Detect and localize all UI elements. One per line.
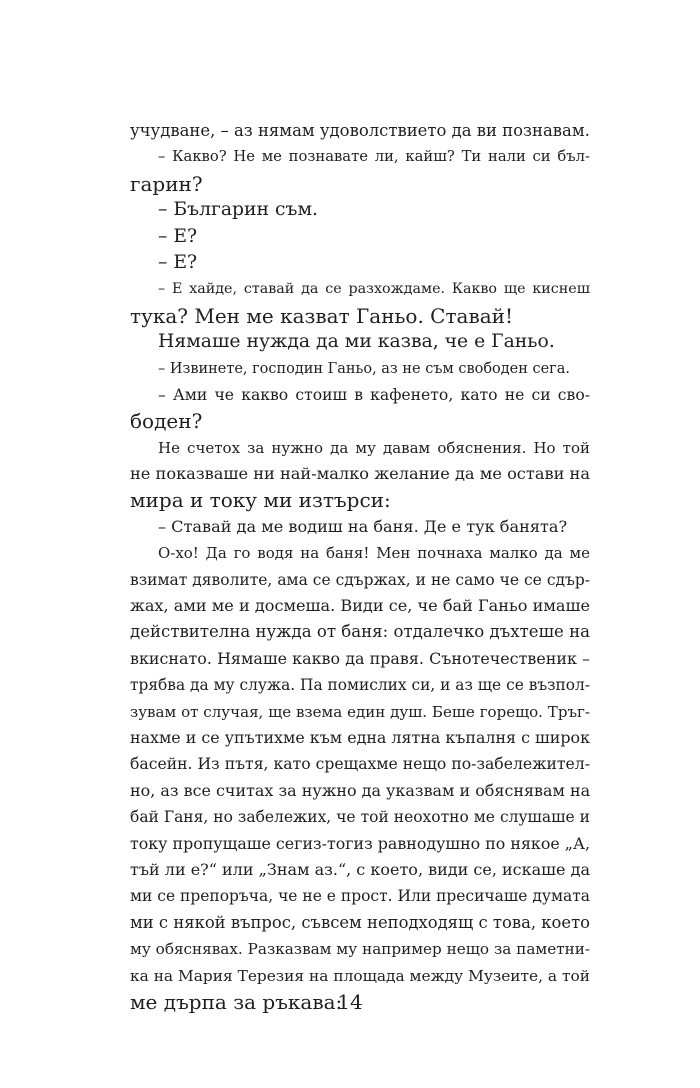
- text-line: току пропущаше сегиз-тогиз равнодушно по някое „А,: [130, 833, 590, 853]
- text-line: ме дърпа за ръкава:: [130, 989, 343, 1014]
- text-line: – Е хайде, ставай да се разхождаме. Какво ще киснеш: [158, 281, 590, 298]
- text-line: Нямаше нужда да ми казва, че е Ганьо.: [158, 331, 555, 353]
- text-line: Не счетох за нужно да му давам обяснения. Но той: [158, 438, 590, 457]
- text-line: учудване, – аз нямам удоволствието да ви познавам.: [130, 121, 590, 140]
- text-line: – Какво? Не ме познавате ли, кайш? Ти нали си бъл-: [158, 148, 590, 166]
- text-line: гарин?: [130, 171, 203, 196]
- text-line: взимат дяволите, ама се сдържах, и не само че се сдър-: [130, 570, 590, 589]
- text-line: басейн. Из пътя, като срещахме нещо по-забележител-: [130, 754, 590, 774]
- text-line: тъй ли е?“ или „Знам аз.“, с което, види се, искаше да: [130, 859, 590, 879]
- text-line: мира и току ми изтърси:: [130, 488, 391, 513]
- text-line: – Ставай да ме водиш на баня. Де е тук банята?: [158, 516, 568, 536]
- text-line: – Е?: [158, 251, 198, 273]
- text-line: му обяснявах. Разказвам му например нещо за паметни-: [130, 940, 590, 959]
- text-line: О-хо! Да го водя на баня! Мен почнаха малко да ме: [158, 544, 590, 563]
- text-line: – Българин съм.: [158, 199, 319, 221]
- text-line: не показваше ни най-малко желание да ме остави на: [130, 464, 590, 484]
- text-line: вкиснато. Нямаше какво да правя. Сънотечественик –: [130, 648, 590, 668]
- text-line: ми се препоръча, че не е прост. Или пресичаше думата: [130, 887, 590, 906]
- text-line: трябва да му служа. Па помислих си, и аз ще се възпол-: [130, 676, 590, 695]
- text-line: – Извинете, господин Ганьо, аз не съм свободен сега.: [158, 360, 570, 377]
- text-line: но, аз все считах за нужно да указвам и обяснявам на: [130, 780, 591, 800]
- text-line: действителна нужда от баня: отдалечко дъхтеше на: [130, 622, 590, 642]
- text-line: бай Ганя, но забележих, че той неохотно ме слушаше и: [130, 808, 590, 827]
- text-line: ка на Мария Терезия на площада между Музеите, а той: [130, 966, 590, 985]
- text-line: – Е?: [158, 225, 198, 247]
- text-line: – Ами че какво стоиш в кафенето, като не си сво-: [158, 385, 590, 404]
- page-number: 14: [337, 990, 363, 1014]
- text-line: тука? Мен ме казват Ганьо. Ставай!: [130, 303, 514, 328]
- book-page-text: [130, 118, 590, 1015]
- text-line: зувам от случая, ще взема един душ. Беше горещо. Тръг-: [130, 702, 590, 721]
- text-line: боден?: [130, 409, 203, 434]
- text-line: ми с някой въпрос, съвсем неподходящ с това, което: [130, 912, 590, 932]
- text-line: жах, ами ме и досмеша. Види се, че бай Ганьо имаше: [130, 596, 590, 616]
- text-line: нахме и се упътихме към една лятна къпалня с широк: [130, 727, 590, 747]
